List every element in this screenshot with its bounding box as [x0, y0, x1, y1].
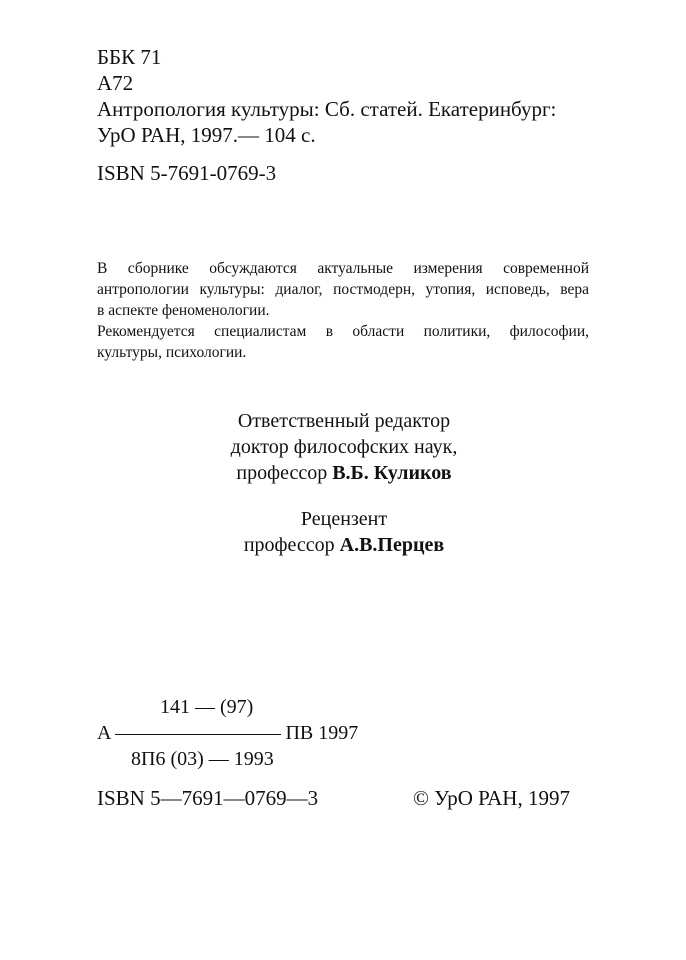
bbk-index: ББК 71 — [97, 45, 162, 69]
formula-numerator: 141 — (97) — [160, 696, 254, 718]
editor-name: В.Б. Куликов — [332, 462, 452, 484]
editor-credit — [200, 408, 488, 486]
fraction-bar — [115, 734, 281, 735]
annotation-line: В сборнике обсуждаются актуальные измерения современной — [97, 260, 589, 277]
reviewer-line — [200, 532, 488, 558]
editor-degree: доктор философских наук, — [230, 436, 458, 458]
isbn-top: ISBN 5-7691-0769-3 — [97, 161, 277, 185]
reviewer-role: Рецензент — [300, 508, 388, 530]
formula-line — [97, 720, 358, 746]
copyright: © УрО РАН, 1997 — [413, 786, 570, 810]
annotation-line: антропологии культуры: диалог, постмодерн, утопия, исповедь, вера — [97, 281, 589, 298]
formula-letter: А — [97, 722, 112, 744]
isbn-bottom: ISBN 5—7691—0769—3 — [97, 786, 319, 810]
annotation — [97, 258, 589, 363]
reviewer-name: А.В.Перцев — [339, 534, 445, 556]
bibliographic-imprint: УрО РАН, 1997.— 104 с. — [97, 123, 316, 147]
editor-role: Ответственный редактор — [237, 410, 451, 432]
bibliographic-title: Антропология культуры: Сб. статей. Екатеринбург: — [97, 97, 557, 121]
reviewer-title: профессор — [243, 534, 335, 556]
annotation-line: культуры, психологии. — [97, 344, 247, 361]
formula-denominator: 8П6 (03) — 1993 — [131, 748, 274, 770]
reviewer-credit — [200, 506, 488, 558]
editor-title: профессор — [236, 462, 328, 484]
annotation-line: Рекомендуется специалистам в области политики, философии, — [97, 323, 589, 340]
annotation-line: в аспекте феноменологии. — [97, 302, 270, 319]
formula-right: ПВ 1997 — [285, 722, 359, 744]
author-mark: А72 — [97, 71, 134, 95]
editor-line — [200, 460, 488, 486]
